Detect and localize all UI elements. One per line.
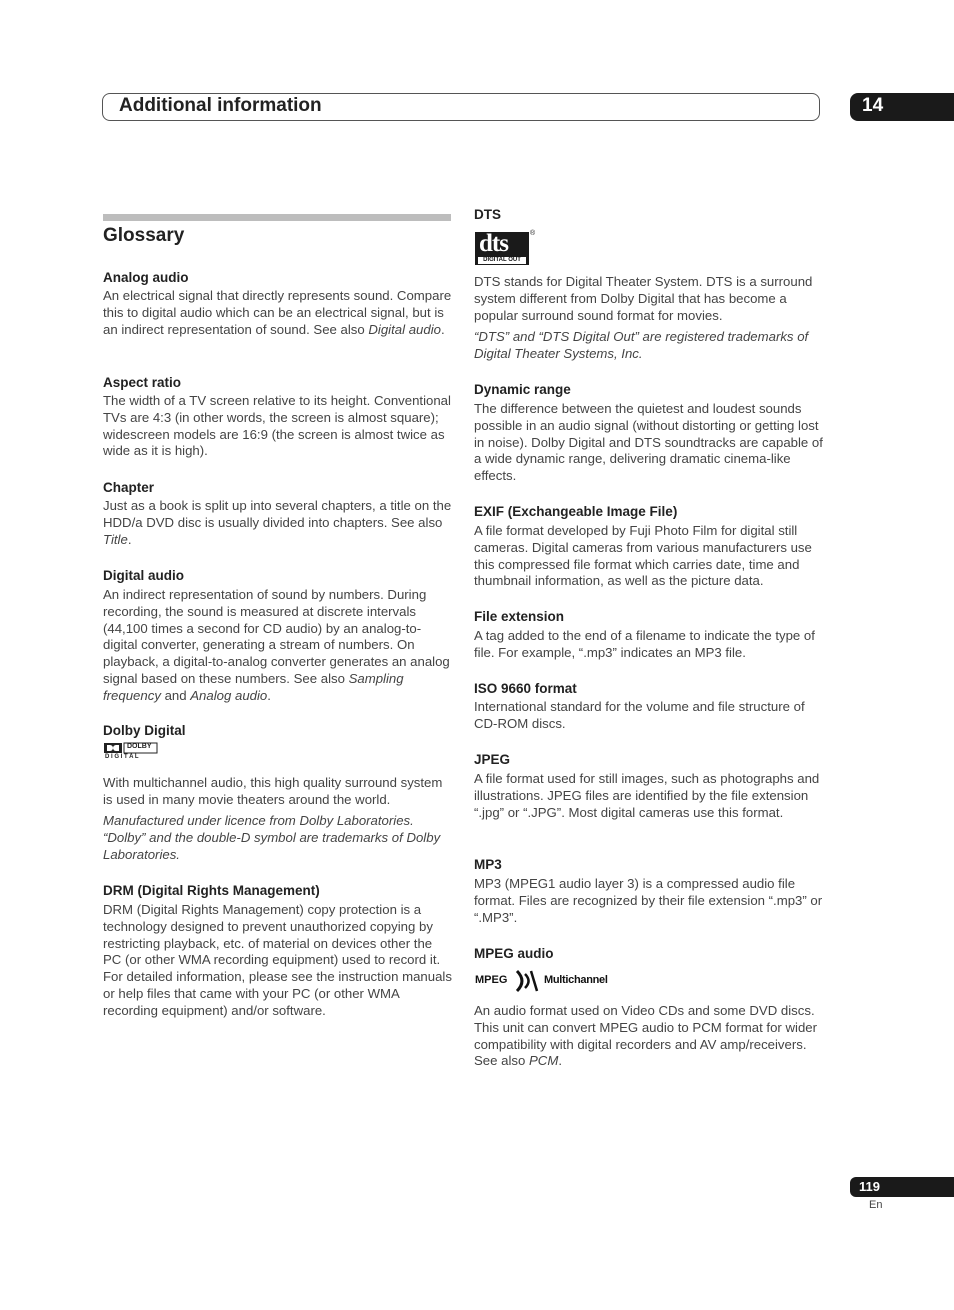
- dts-logo-subtext: DIGITAL OUT: [478, 257, 526, 264]
- desc-chapter: Just as a book is split up into several chapters, a title on the HDD/a DVD disc is usually divided into chapters. See also Title.: [103, 498, 452, 547]
- chapter-header-box: [102, 93, 820, 121]
- desc-dolby-digital: With multichannel audio, this high quality surround system is used in many movie theaters around the world.: [103, 775, 443, 807]
- term-aspect-ratio: Aspect ratio: [103, 375, 182, 390]
- chapter-title: Additional information: [119, 95, 322, 116]
- multichannel-logo-text: Multichannel: [544, 974, 608, 986]
- desc-mpeg-audio: An audio format used on Video CDs and some DVD discs. This unit can convert MPEG audio to PCM format for wider compatibility with digital recorders and AV amp/receivers. See also PCM.: [474, 1003, 818, 1069]
- term-dts: DTS: [474, 207, 501, 222]
- desc-drm: DRM (Digital Rights Management) copy protection is a technology designed to prevent unauthorized copying by restricting playback, etc. of material on devices other the PC (or other WMA recording equipment) used to record it. For detailed information, please see the instruction manuals or help files that came with your PC (or other WMA recording equipment) and/or software.: [103, 902, 452, 1018]
- term-iso-9660: ISO 9660 format: [474, 681, 577, 696]
- term-dynamic-range: Dynamic range: [474, 382, 571, 397]
- language-code: En: [869, 1199, 883, 1211]
- desc-analog-audio: An electrical signal that directly represents sound. Compare this to digital audio which can be an electrical signal, but is an indirect representation of sound. See also Digital audio.: [103, 288, 452, 337]
- desc-file-extension: A tag added to the end of a filename to indicate the type of file. For example, “.mp3” indicates an MP3 file.: [474, 628, 815, 660]
- chapter-number: 14: [862, 95, 884, 116]
- dolby-logo-subtext: D I G I T A L: [105, 754, 139, 760]
- page-number-tab: [850, 1177, 954, 1197]
- note-dolby-trademark: Manufactured under licence from Dolby Laboratories. “Dolby” and the double-D symbol are trademarks of Dolby Laboratories.: [103, 813, 441, 862]
- term-analog-audio: Analog audio: [103, 270, 189, 285]
- dts-logo-text: dts: [479, 230, 508, 257]
- section-rule: [103, 214, 451, 221]
- term-jpeg: JPEG: [474, 752, 511, 767]
- desc-iso-9660: International standard for the volume and file structure of CD-ROM discs.: [474, 699, 805, 731]
- chapter-number-tab: [850, 93, 954, 121]
- desc-digital-audio: An indirect representation of sound by numbers. During recording, the sound is measured at discrete intervals (44,100 times a second for CD audio) by an analog-to-digital converter, generating a stream of numbers. On playback, a digital-to-analog converter generates an analog signal based on these numbers. See also Sampling frequency and Analog audio.: [103, 587, 450, 703]
- desc-dts: DTS stands for Digital Theater System. DTS is a surround system different from Dolby Digital that has become a popular surround sound format for movies.: [474, 274, 813, 323]
- registered-mark-icon: ®: [530, 230, 536, 237]
- term-drm: DRM (Digital Rights Management): [103, 883, 320, 898]
- section-title: Glossary: [103, 225, 185, 246]
- page-number: 119: [859, 1179, 880, 1194]
- term-mp3: MP3: [474, 857, 502, 872]
- mpeg-multichannel-logo: [475, 969, 625, 993]
- dts-digital-out-logo: [475, 232, 537, 266]
- term-file-extension: File extension: [474, 609, 565, 624]
- desc-jpeg: A file format used for still images, such as photographs and illustrations. JPEG files are identified by the file extension “.jpg” or “.JPG”. Most digital cameras use this format.: [474, 771, 820, 820]
- desc-mp3: MP3 (MPEG1 audio layer 3) is a compressed audio file format. Files are recognized by their file extension “.mp3” or “.MP3”.: [474, 876, 823, 925]
- desc-aspect-ratio: The width of a TV screen relative to its height. Conventional TVs are 4:3 (in other words, the screen is almost square); widescreen models are 16:9 (the screen is almost twice as wide as it is high).: [103, 393, 451, 459]
- dolby-digital-logo: [104, 742, 160, 762]
- note-dts-trademark: “DTS” and “DTS Digital Out” are registered trademarks of Digital Theater Systems, Inc.: [474, 329, 809, 361]
- term-digital-audio: Digital audio: [103, 568, 184, 583]
- term-chapter: Chapter: [103, 480, 155, 495]
- mpeg-wave-icon: [513, 969, 541, 993]
- term-dolby-digital: Dolby Digital: [103, 723, 186, 738]
- desc-dynamic-range: The difference between the quietest and loudest sounds possible in an audio signal (without distorting or getting lost in noise). Dolby Digital and DTS soundtracks are capable of a wide dynamic range, delivering dramatic cinema-like effects.: [474, 401, 823, 484]
- dolby-logo-text: DOLBY: [127, 743, 152, 750]
- desc-exif: A file format developed by Fuji Photo Film for digital still cameras. Digital cameras from various manufacturers use this compressed file format which carries date, time and thumbnail information, as well as the picture data.: [474, 523, 812, 589]
- term-mpeg-audio: MPEG audio: [474, 946, 554, 961]
- term-exif: EXIF (Exchangeable Image File): [474, 504, 678, 519]
- mpeg-logo-text: MPEG: [475, 974, 508, 986]
